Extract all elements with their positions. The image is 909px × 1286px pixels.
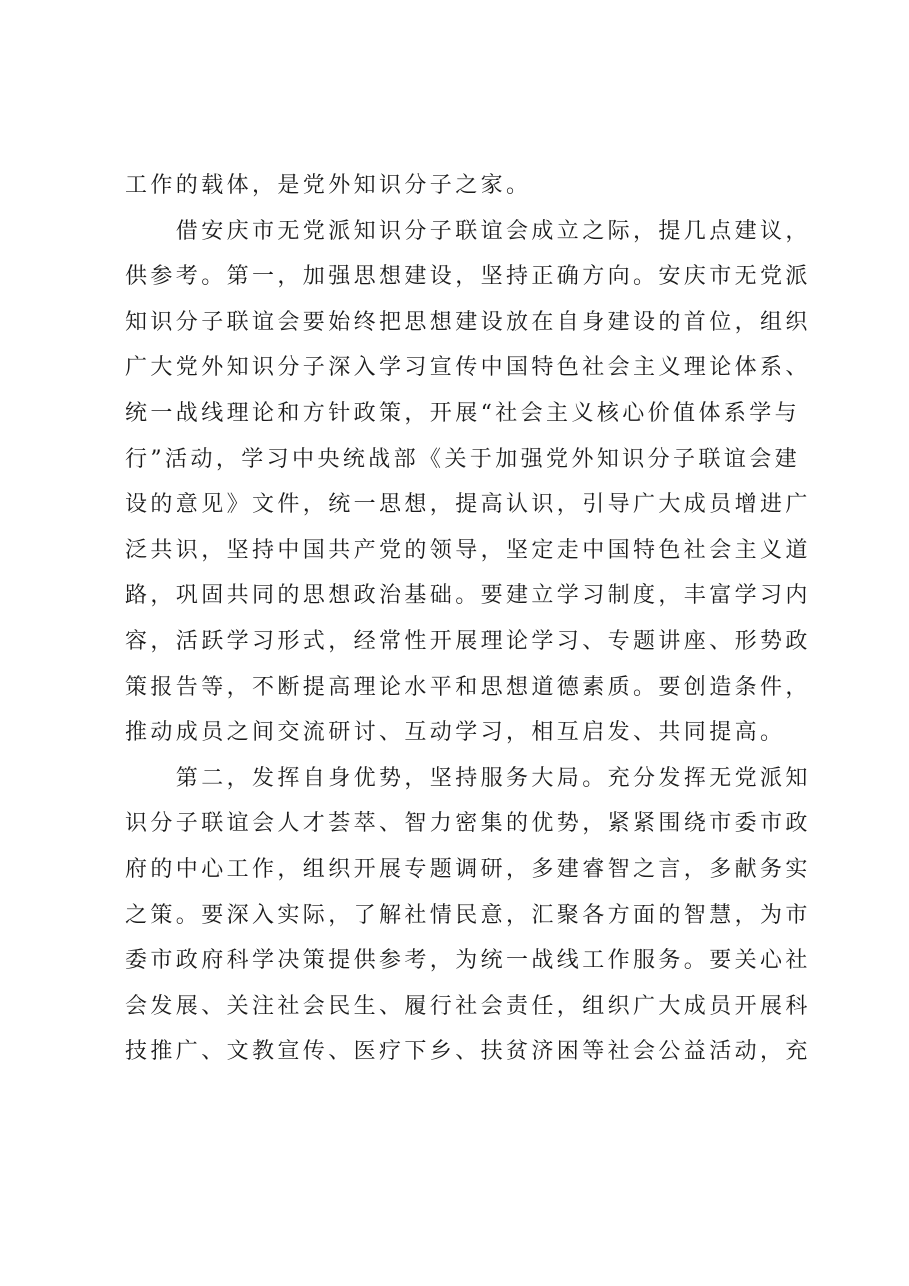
text-line: 之策。要深入实际，了解社情民意，汇聚各方面的智慧，为市 xyxy=(125,902,811,928)
text-line: 行”活动，学习中央统战部《关于加强党外知识分子联谊会建 xyxy=(125,446,801,472)
text-line: 容，活跃学习形式，经常性开展理论学习、专题讲座、形势政 xyxy=(125,628,811,654)
text-line: 推动成员之间交流研讨、互动学习，相互启发、共同提高。 xyxy=(125,720,786,746)
text-line: 工作的载体，是党外知识分子之家。 xyxy=(125,173,532,198)
text-line: 策报告等，不断提高理论水平和思想道德素质。要创造条件， xyxy=(125,674,811,700)
document-body xyxy=(125,163,811,1075)
text-line: 设的意见》文件，统一思想，提高认识，引导广大成员增进广 xyxy=(125,492,811,518)
text-line: 借安庆市无党派知识分子联谊会成立之际，提几点建议， xyxy=(125,218,811,244)
text-line: 广大党外知识分子深入学习宣传中国特色社会主义理论体系、 xyxy=(125,355,811,381)
text-line: 统一战线理论和方针政策，开展“社会主义核心价值体系学与 xyxy=(125,400,801,426)
text-line: 泛共识，坚持中国共产党的领导，坚定走中国特色社会主义道 xyxy=(125,537,811,563)
text-line: 知识分子联谊会要始终把思想建设放在自身建设的首位，组织 xyxy=(125,309,811,335)
text-line: 技推广、文教宣传、医疗下乡、扶贫济困等社会公益活动，充 xyxy=(125,1039,811,1065)
text-line: 供参考。第一，加强思想建设，坚持正确方向。安庆市无党派 xyxy=(125,264,811,290)
text-line: 委市政府科学决策提供参考，为统一战线工作服务。要关心社 xyxy=(125,948,811,974)
text-line: 识分子联谊会人才荟萃、智力密集的优势，紧紧围绕市委市政 xyxy=(125,811,811,837)
text-line: 会发展、关注社会民生、履行社会责任，组织广大成员开展科 xyxy=(125,993,811,1019)
text-line: 第二，发挥自身优势，坚持服务大局。充分发挥无党派知 xyxy=(125,765,811,791)
text-line: 路，巩固共同的思想政治基础。要建立学习制度，丰富学习内 xyxy=(125,583,811,609)
text-line: 府的中心工作，组织开展专题调研，多建睿智之言，多献务实 xyxy=(125,856,811,882)
